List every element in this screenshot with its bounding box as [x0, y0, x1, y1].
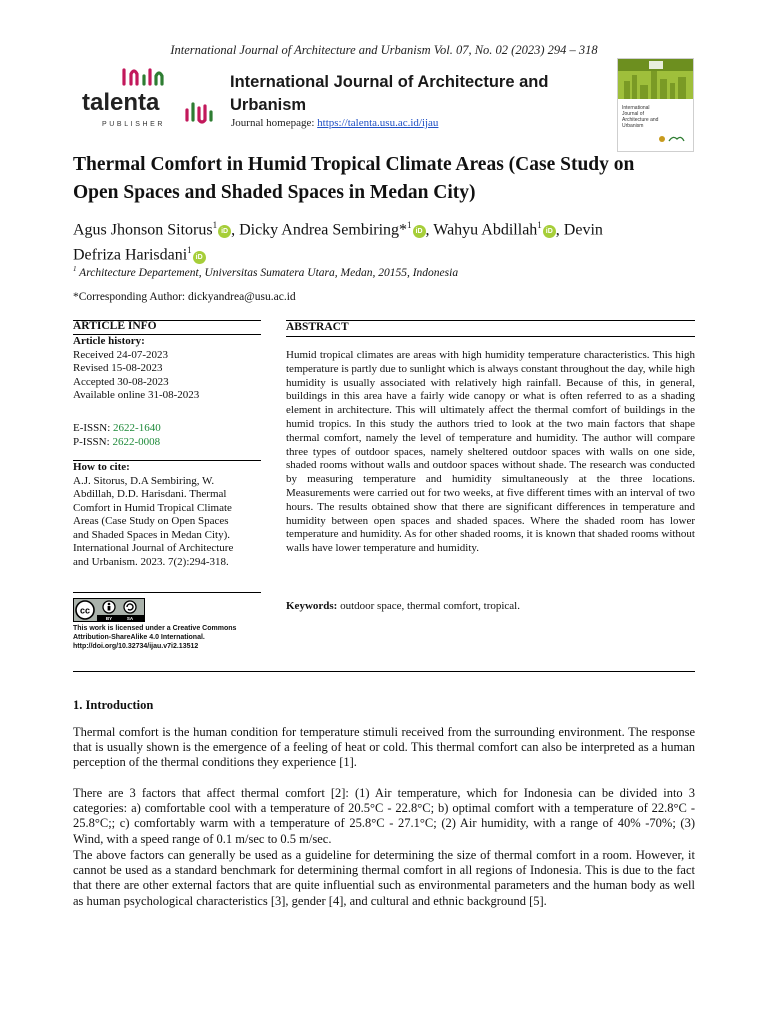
cite-line: Comfort in Humid Tropical Climate [73, 501, 232, 514]
article-history [73, 335, 261, 403]
cc-by-label: BY [105, 616, 113, 621]
online-date: Available online 31-08-2023 [73, 389, 200, 401]
eissn-link[interactable]: 2622-1640 [113, 422, 161, 434]
license-line: Attribution-ShareAlike 4.0 International. [73, 634, 205, 641]
cover-title-line-2: Journal of [622, 111, 644, 117]
cite-line: International Journal of Architecture [73, 542, 234, 554]
cite-line: A.J. Sitorus, D.A Sembiring, W. [73, 474, 215, 487]
journal-title [230, 71, 600, 117]
journal-cover-thumbnail [617, 58, 694, 152]
publisher-word: talenta [82, 89, 160, 116]
author-name: , Dicky Andrea Sembiring* [231, 221, 408, 239]
how-to-cite [73, 461, 255, 569]
abstract-heading: ABSTRACT [286, 321, 349, 333]
affiliation [73, 265, 458, 279]
pissn-link[interactable]: 2622-0008 [112, 435, 161, 448]
issn-block [73, 422, 261, 449]
cover-title-line-4: Urbanism [622, 123, 644, 129]
intro-paragraph-3: The above factors can generally be used as a guideline for determining the size of thermal comfort in a room. However, it cannot be used as a standard benchmark for determining thermal comfort in all regions of Indonesia. This is due to the fact that there are other external factors that are quite influential such as environmental parameters and the human body as well as human psychological characteristics [3], gender [4], and cultural and ethnic background [5]. [73, 848, 695, 908]
cc-license-badge[interactable] [73, 598, 145, 622]
keywords [286, 600, 520, 612]
paper-title [73, 151, 695, 207]
cover-title-line-1: International [622, 105, 650, 111]
author-name: , Wahyu Abdillah [425, 221, 538, 239]
homepage-link[interactable]: https://talenta.usu.ac.id/ijau [317, 117, 439, 129]
divider [73, 671, 695, 672]
cc-sa-label: SA [126, 616, 134, 621]
history-label: Article history: [73, 335, 145, 347]
intro-paragraph-1: Thermal comfort is the human condition for temperature stimuli received from the surrounding environment. The response that is usually shown is the emergence of a feeling of heat or cold. This thermal comfort can also be interpreted as a human perception of the thermal conditions they experience [1]. [73, 725, 695, 770]
talenta-publisher-logo [80, 64, 220, 136]
talenta-logo-icon [80, 64, 220, 136]
paper-title-line-1: Thermal Comfort in Humid Tropical Climate Areas (Case Study on [73, 154, 635, 175]
eissn-label: E-ISSN: [73, 422, 114, 434]
author-name: , Devin [555, 221, 603, 239]
publisher-sub: PUBLISHER [102, 121, 166, 128]
cite-line: and Urbanism. 2023. 7(2):294-318. [73, 555, 229, 568]
cite-line: and Shaded Spaces in Medan City). [73, 528, 231, 541]
article-info-heading: ARTICLE INFO [73, 320, 157, 332]
divider [286, 336, 695, 337]
cover-title-line-3: Architecture and [622, 117, 659, 123]
received-date: Received 24-07-2023 [73, 348, 168, 361]
revised-date: Revised 15-08-2023 [73, 362, 163, 374]
affiliation-sup: 1 [187, 245, 192, 256]
affiliation-sup: 1 [212, 220, 218, 230]
journal-homepage [231, 117, 438, 129]
license-line: This work is licensed under a Creative Commons [73, 625, 237, 632]
corresponding-author: *Corresponding Author: dickyandrea@usu.ac.id [73, 291, 296, 303]
author-list [73, 215, 695, 266]
intro-paragraph-2: There are 3 factors that affect thermal comfort [2]: (1) Air temperature, which for Indonesia can be divided into 3 categories: a) comfortable cool with a temperature of 20.5°C - 22.8°C; b) optimal comfort with a temperature of 22.8°C - 25.8°C;; c) comfortably warm with a temperature of 25.8°C - 27.1°C; (2) Air humidity, with a range of 40% -70%; (3) Wind, with a speed range of 0.1 m/sec to 0.5 m/sec. [73, 786, 695, 846]
license-text [73, 624, 258, 651]
affiliation-sup: 1 [537, 220, 542, 230]
journal-title-line-1: International Journal of Architecture and [230, 73, 549, 91]
doi-link[interactable]: http://doi.org/10.32734/ijau.v7i2.13512 [73, 643, 199, 650]
cite-label: How to cite: [73, 461, 130, 473]
homepage-label: Journal homepage: [231, 117, 318, 129]
keywords-text: outdoor space, thermal comfort, tropical. [337, 600, 520, 612]
affiliation-number: 1 [73, 265, 77, 273]
author-name: Defriza Harisdani [73, 246, 188, 264]
accepted-date: Accepted 30-08-2023 [73, 375, 169, 388]
orcid-icon[interactable]: iD [193, 251, 206, 264]
orcid-icon[interactable]: iD [543, 225, 556, 238]
journal-citation-line: International Journal of Architecture and Urbanism Vol. 07, No. 02 (2023) 294 – 318 [170, 43, 598, 57]
author-name: Agus Jhonson Sitorus [73, 221, 213, 239]
affiliation-text: Architecture Departement, Universitas Sumatera Utara, Medan, 20155, Indonesia [76, 266, 459, 279]
abstract-text: Humid tropical climates are areas with high humidity temperature characteristics. This high temperature is partly due to sunlight which is always constant throughout the day, while high humidity is usually associated with relatively high rainfall. Because of this, in general, buildings in this area have a fairly wide canopy or what is often referred to as a shading element in architecture. This will ultimately affect the thermal comfort of buildings in the humid tropics. In this study the authors tried to look at the two main factors that shape thermal comfort, namely the level of temperature and humidity. The author will compare three types of outdoor spaces, namely sheltered outdoor spaces with walls on one side, shaded rooms without walls and outdoor spaces without shade. The research was conducted by measuring temperature and humidity simultaneously at the three locations. Measurements were carried out for two weeks, at five different times with an interval of two hours. The results obtained show that there are significant differences in temperature and humidity between open spaces and shaded spaces. Where the shaded room has lower temperature and humidity. As for other shaded rooms, it is known that shaded rooms without walls have lower temperature and humidity. [286, 349, 695, 555]
section-heading-introduction: 1. Introduction [73, 698, 154, 712]
keywords-label: Keywords: [286, 600, 338, 612]
svg-text:cc: cc [79, 605, 91, 616]
paper-title-line-2: Open Spaces and Shaded Spaces in Medan City) [73, 182, 476, 203]
orcid-icon[interactable]: iD [218, 225, 231, 238]
journal-title-line-2: Urbanism [230, 96, 307, 114]
pissn-label: P-ISSN: [73, 435, 113, 448]
affiliation-sup: 1 [407, 220, 412, 230]
orcid-icon[interactable]: iD [413, 225, 426, 238]
divider [73, 592, 261, 593]
cite-line: Areas (Case Study on Open Spaces [73, 515, 229, 527]
cite-line: Abdillah, D.D. Harisdani. Thermal [73, 488, 227, 500]
